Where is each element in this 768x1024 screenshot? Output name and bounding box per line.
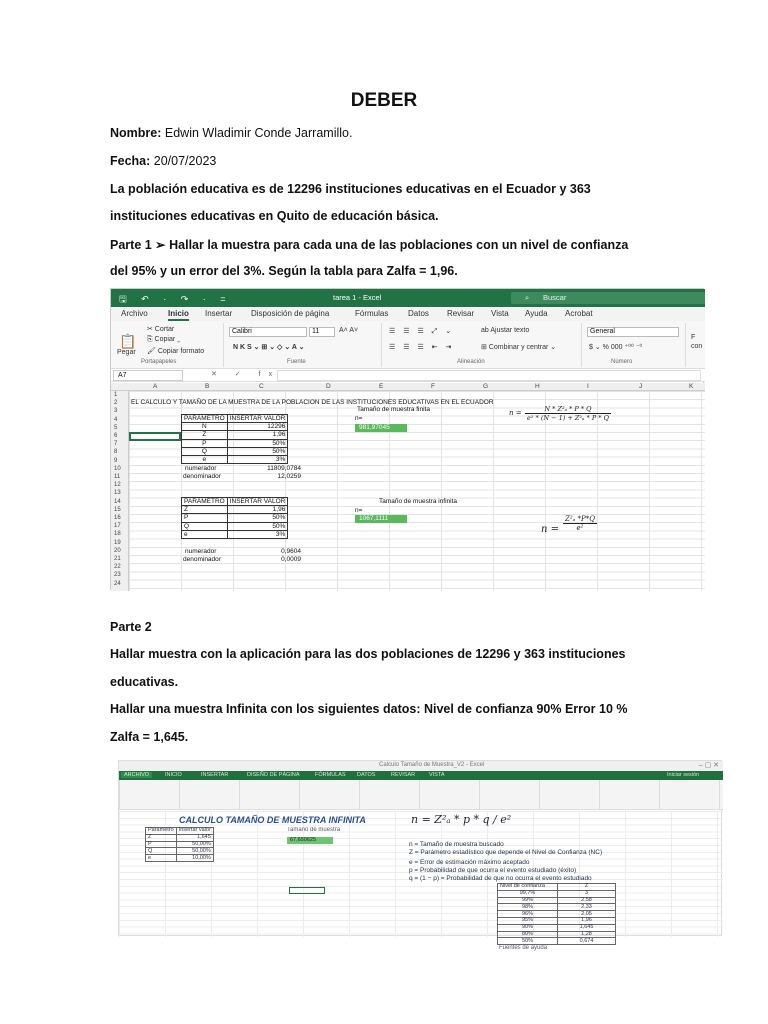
date-line: [110, 154, 216, 168]
table-cell[interactable]: Z: [182, 431, 228, 439]
table-row: [182, 439, 288, 447]
table-row: [182, 514, 288, 522]
infinite-formula-denominator: e²: [576, 524, 584, 532]
row-header[interactable]: 8: [114, 449, 118, 456]
infinite-sample-result[interactable]: 1067,1111: [355, 515, 407, 523]
alignment-group-label: Alineación: [457, 359, 485, 365]
table-cell[interactable]: Q: [146, 848, 177, 855]
row-header[interactable]: 10: [114, 465, 121, 472]
excel-file-name: tarea 1 - Excel: [333, 293, 382, 302]
denominador-value[interactable]: 12,0259: [277, 473, 301, 480]
table-row: [182, 423, 288, 431]
tab-ayuda[interactable]: Ayuda: [525, 309, 548, 318]
formula-input[interactable]: [277, 370, 701, 381]
row-header[interactable]: 16: [114, 515, 121, 521]
tab-disposicion[interactable]: Disposición de página: [251, 309, 330, 318]
finite-formula-denominator: e² * (N − 1) + Z²ₐ * P * Q: [527, 414, 609, 422]
finite-formula-numerator: N * Z²ₐ * P * Q: [525, 405, 611, 414]
number-format-select[interactable]: General: [587, 327, 679, 337]
excel-title-bar: [111, 289, 705, 307]
paragraph-1-line-2: instituciones educativas en Quito de educación básica.: [110, 209, 439, 223]
legend-item[interactable]: p = Probabilidad de que ocurra el evento estudiado (éxito): [409, 867, 577, 874]
numerador-label[interactable]: numerador: [185, 465, 217, 472]
table-cell[interactable]: Q: [182, 522, 228, 530]
numerador-2-value[interactable]: 0,9604: [281, 548, 301, 555]
row-header[interactable]: 1: [114, 392, 118, 398]
font-size-select[interactable]: 11: [309, 327, 335, 337]
table-cell[interactable]: e: [182, 455, 228, 463]
column-header[interactable]: G: [483, 383, 489, 390]
font-style-buttons[interactable]: N K S ⌄ ⊞ ⌄ ◇ ⌄ A ⌄: [233, 344, 305, 351]
table-cell[interactable]: 3%: [227, 455, 288, 463]
align-horizontal-buttons[interactable]: ☰ ☰ ☰ ⇤ ⇥: [389, 344, 455, 351]
table-cell[interactable]: 1,645: [558, 924, 616, 931]
tab-acrobat[interactable]: Acrobat: [565, 309, 593, 318]
search-label: Buscar: [543, 293, 567, 302]
finite-sample-result[interactable]: 981,97045: [355, 424, 407, 432]
column-header[interactable]: D: [326, 383, 331, 390]
table-row: [182, 530, 288, 538]
table-cell[interactable]: 0,674: [558, 938, 616, 945]
tab-inicio-2[interactable]: INICIO: [165, 772, 182, 778]
excel-2-file-name: Calculo Tamaño de Muestra_V2 - Excel: [379, 762, 485, 768]
sample-size-label[interactable]: Tamaño de muestra: [287, 827, 341, 833]
table-row: [498, 931, 616, 938]
table-row: [498, 924, 616, 931]
styles-cutoff: F con: [691, 334, 703, 350]
row-header[interactable]: 23: [114, 572, 121, 579]
parte-2-line-2: educativas.: [110, 675, 179, 689]
row-header[interactable]: 18: [114, 531, 121, 538]
tab-archivo[interactable]: Archivo: [121, 309, 148, 318]
row-header[interactable]: 5: [114, 424, 118, 431]
table-cell[interactable]: 50%: [498, 938, 558, 945]
infinite-formula: [563, 515, 597, 532]
name-label: Nombre:: [110, 126, 162, 140]
row-header[interactable]: 9: [114, 457, 118, 464]
row-header[interactable]: 15: [114, 506, 121, 513]
table-cell[interactable]: 99,7%: [498, 890, 558, 897]
table-row: [498, 917, 616, 924]
n-equals-label-2[interactable]: n=: [355, 507, 363, 514]
infinite-sample-heading[interactable]: CALCULO TAMAÑO DE MUESTRA INFINITA: [179, 815, 366, 825]
row-header[interactable]: 17: [114, 523, 121, 530]
excel-2-ribbon-tabs: [119, 771, 723, 780]
table-cell[interactable]: Z: [146, 834, 177, 841]
tab-revisar-2[interactable]: REVISAR: [391, 772, 416, 778]
finite-formula-n: n =: [509, 409, 522, 417]
table-header-row: [182, 415, 288, 423]
numerador-2-label[interactable]: numerador: [185, 548, 217, 555]
ribbon-divider: [381, 323, 382, 367]
table-row: [182, 447, 288, 455]
column-header[interactable]: A: [153, 383, 158, 390]
excel-2-title-bar: [119, 761, 723, 771]
table-header[interactable]: Parametro: [146, 828, 177, 835]
table-row: [498, 904, 616, 911]
table-cell[interactable]: 2,05: [558, 911, 616, 918]
column-header[interactable]: H: [535, 383, 540, 390]
name-box[interactable]: A7: [113, 370, 183, 381]
table-header[interactable]: PARÁMETRO: [182, 415, 228, 423]
numerador-value[interactable]: 11809,0784: [267, 465, 301, 472]
font-grow-shrink-buttons[interactable]: A˄ A˅: [339, 327, 359, 334]
formula-bar: [111, 369, 705, 382]
row-header[interactable]: 19: [114, 539, 121, 546]
denominador-2-label[interactable]: denominador: [183, 556, 221, 563]
merge-center-button[interactable]: ⊞ Combinar y centrar ⌄: [481, 344, 557, 351]
tab-insertar-2[interactable]: INSERTAR: [201, 772, 229, 778]
parte-2-heading: Parte 2: [110, 620, 152, 634]
table-header[interactable]: Z: [558, 884, 616, 891]
infinite-formula-numerator: Z²ₐ *P*Q: [565, 515, 595, 523]
table-cell[interactable]: 3: [558, 890, 616, 897]
table-row: [498, 911, 616, 918]
column-headers: [111, 383, 705, 391]
date-value: 20/07/2023: [153, 154, 217, 168]
align-top-buttons[interactable]: ☰ ☰ ☰ ⤢ ⌄: [389, 328, 455, 335]
n-equals-label[interactable]: n=: [355, 415, 363, 422]
infinite-sample-label[interactable]: Tamaño de muestra infinita: [379, 498, 458, 505]
table-cell[interactable]: 98%: [498, 904, 558, 911]
legend-item[interactable]: e = Error de estimación máximo aceptado: [409, 859, 530, 866]
spreadsheet-grid[interactable]: [111, 383, 705, 591]
legend-item[interactable]: q = (1 − p) = Probabilidad de que no ocurra el evento estudiado: [409, 875, 592, 882]
table-cell[interactable]: 1,96: [227, 506, 288, 514]
table-header-row: [498, 884, 616, 891]
tab-vista-2[interactable]: VISTA: [429, 772, 445, 778]
tab-diseno-2[interactable]: DISEÑO DE PÁGINA: [247, 772, 300, 778]
table-row: [146, 848, 214, 855]
selected-cell-a7[interactable]: [129, 432, 181, 441]
font-name-select[interactable]: Calibri: [229, 327, 307, 337]
table-cell[interactable]: 80%: [498, 931, 558, 938]
finite-sample-label[interactable]: Tamaño de muestra finita: [357, 406, 430, 413]
table-cell[interactable]: 50%: [227, 514, 288, 522]
table-cell[interactable]: P: [182, 439, 228, 447]
table-cell[interactable]: P: [182, 514, 228, 522]
tab-revisar[interactable]: Revisar: [447, 309, 475, 318]
sheet-heading[interactable]: EL CALCULO Y TAMAÑO DE LA MUESTRA DE LA POBLACION DE LAS INSTITUCIONES EDUCATIVAS EN EL ECUADOR: [131, 399, 494, 406]
row-header[interactable]: 4: [114, 416, 118, 423]
parameter-table-2: [145, 827, 214, 862]
row-header[interactable]: 24: [114, 580, 121, 587]
legend-item[interactable]: Z = Parámetro estadístico que depende el Nivel de Confianza (NC): [409, 849, 603, 856]
column-header[interactable]: C: [259, 383, 264, 390]
table-cell[interactable]: 96%: [498, 911, 558, 918]
row-header[interactable]: 11: [114, 474, 121, 480]
tab-inicio[interactable]: Inicio: [168, 309, 189, 321]
date-label: Fecha:: [110, 154, 151, 168]
confidence-table: [497, 883, 616, 945]
excel-screenshot-1: [110, 288, 704, 590]
clipboard-group-label: Portapapeles: [141, 359, 177, 365]
finite-formula: [525, 405, 611, 422]
table-header[interactable]: Nivel de confianza: [498, 884, 558, 891]
formula-bar-icons[interactable]: ✕ ✓ fx: [211, 371, 281, 378]
table-cell[interactable]: 1,96: [227, 431, 288, 439]
row-header[interactable]: 13: [114, 490, 121, 497]
parte-2-line-1: Hallar muestra con la aplicación para las dos poblaciones de 12296 y 363 instituciones: [110, 647, 626, 661]
sign-in-link[interactable]: Iniciar sesión: [667, 772, 700, 778]
table-cell[interactable]: 50%: [227, 447, 288, 455]
wrap-text-button[interactable]: ab Ajustar texto: [481, 327, 530, 334]
excel-2-ribbon: [119, 780, 723, 810]
table-header-row: [182, 498, 288, 506]
table-header[interactable]: PARÁMETRO: [182, 498, 228, 506]
table-cell[interactable]: 50%: [227, 522, 288, 530]
table-cell[interactable]: e: [182, 530, 228, 538]
table-cell[interactable]: P: [146, 841, 177, 848]
column-header[interactable]: J: [639, 383, 643, 390]
legend-item[interactable]: n = Tamaño de muestra buscado: [409, 841, 504, 848]
tab-datos[interactable]: Datos: [408, 309, 429, 318]
table-cell[interactable]: 50,00%: [176, 848, 213, 855]
excel-search-box[interactable]: [511, 292, 705, 304]
infinite-formula-n: n =: [541, 524, 559, 535]
font-group-label: Fuente: [287, 359, 306, 365]
tab-insertar[interactable]: Insertar: [205, 309, 233, 318]
table-cell[interactable]: 1,28: [558, 931, 616, 938]
quick-access-toolbar[interactable]: 🖫 ↶ · ↷ · =: [119, 294, 232, 304]
paste-icon[interactable]: 📋: [119, 333, 137, 349]
parameter-table-finite: [181, 414, 288, 464]
window-controls-icon[interactable]: – ▢ ✕: [698, 762, 719, 769]
table-cell[interactable]: 1,645: [176, 834, 213, 841]
copy-button[interactable]: ⎘ Copiar ⌄: [147, 336, 181, 343]
table-cell[interactable]: e: [146, 855, 177, 862]
tab-formulas[interactable]: Fórmulas: [355, 309, 389, 318]
column-header[interactable]: I: [587, 383, 589, 390]
column-header[interactable]: F: [431, 383, 435, 390]
row-header[interactable]: 12: [114, 482, 121, 489]
table-cell[interactable]: 99%: [498, 897, 558, 904]
parte-2-line-4: Zalfa = 1,645.: [110, 730, 189, 744]
table-cell[interactable]: 50%: [227, 439, 288, 447]
row-header[interactable]: 2: [114, 400, 118, 407]
table-cell[interactable]: Z: [182, 506, 228, 514]
table-row: [146, 855, 214, 862]
table-cell[interactable]: 3%: [227, 530, 288, 538]
excel-ribbon: [111, 321, 705, 369]
number-group-label: Número: [611, 359, 633, 365]
table-header[interactable]: Insertar valor: [176, 828, 213, 835]
parte-2-line-3: Hallar una muestra Infinita con los siguientes datos: Nivel de confianza 90% Error 10 %: [110, 702, 628, 716]
tab-vista[interactable]: Vista: [491, 309, 509, 318]
table-cell[interactable]: 12296: [227, 423, 288, 431]
table-header[interactable]: INSERTAR VALOR: [227, 498, 288, 506]
table-row: [498, 897, 616, 904]
column-header[interactable]: B: [205, 383, 210, 390]
infinite-formula-2: n = Z²ₐ * p * q / e²: [411, 813, 512, 826]
tab-formulas-2[interactable]: FÓRMULAS: [315, 772, 346, 778]
ribbon-divider: [223, 323, 224, 367]
cut-button[interactable]: ✂ Cortar: [147, 326, 175, 333]
table-cell[interactable]: N: [182, 423, 228, 431]
denominador-2-value[interactable]: 0,0009: [281, 556, 301, 563]
row-header[interactable]: 20: [114, 547, 121, 554]
table-row: [498, 890, 616, 897]
row-header[interactable]: 22: [114, 564, 121, 571]
tab-datos-2[interactable]: DATOS: [357, 772, 376, 778]
row-header[interactable]: 7: [114, 441, 118, 448]
parte-1-line-2: del 95% y un error del 3%. Según la tabla para Zalfa = 1,96.: [110, 264, 458, 278]
paste-button[interactable]: Pegar: [117, 349, 136, 356]
format-painter-button[interactable]: 🖌 Copiar formato: [147, 348, 205, 355]
row-header[interactable]: 21: [114, 556, 121, 562]
number-format-buttons[interactable]: $ ⌄ % 000 ⁺⁰⁰ ⁻⁰: [589, 344, 643, 351]
row-headers: [111, 391, 129, 591]
table-row: [182, 431, 288, 439]
ribbon-divider: [581, 323, 582, 367]
parte-1-line-1: Parte 1 ➢ Hallar la muestra para cada una de las poblaciones con un nivel de confianza: [110, 238, 629, 252]
table-cell[interactable]: 2,33: [558, 904, 616, 911]
column-header[interactable]: E: [379, 383, 384, 390]
excel-screenshot-2: [118, 760, 722, 951]
paragraph-1-line-1: La población educativa es de 12296 instituciones educativas en el Ecuador y 363: [110, 182, 591, 196]
selected-cell[interactable]: [289, 887, 325, 894]
table-cell[interactable]: 2,58: [558, 897, 616, 904]
table-cell[interactable]: Q: [182, 447, 228, 455]
table-cell[interactable]: 50,00%: [176, 841, 213, 848]
help-sources-label[interactable]: Fuentes de ayuda: [499, 945, 548, 951]
table-row: [182, 522, 288, 530]
name-value: Edwin Wladimir Conde Jarramillo.: [164, 126, 353, 140]
spreadsheet-grid-2[interactable]: [119, 811, 723, 951]
table-row: [146, 841, 214, 848]
row-header[interactable]: 6: [114, 433, 118, 439]
column-header[interactable]: K: [689, 383, 694, 390]
row-header[interactable]: 3: [114, 408, 118, 415]
parameter-table-infinite: [181, 497, 288, 539]
search-icon: ⌕: [525, 293, 530, 302]
excel-ribbon-tabs: [111, 307, 705, 321]
table-cell[interactable]: 10,00%: [176, 855, 213, 862]
document-title: DEBER: [350, 90, 418, 111]
name-line: [110, 126, 352, 140]
table-cell[interactable]: 90%: [498, 924, 558, 931]
table-header[interactable]: INSERTAR VALOR: [227, 415, 288, 423]
ribbon-divider: [685, 323, 686, 367]
row-header[interactable]: 14: [114, 498, 121, 505]
table-cell[interactable]: 95%: [498, 917, 558, 924]
tab-archivo-2[interactable]: ARCHIVO: [121, 772, 152, 778]
table-row: [498, 938, 616, 945]
denominador-label[interactable]: denominador: [183, 473, 221, 480]
sample-size-result[interactable]: 67,650625: [287, 837, 333, 844]
table-row: [182, 506, 288, 514]
table-row: [182, 455, 288, 463]
table-cell[interactable]: 1,96: [558, 917, 616, 924]
